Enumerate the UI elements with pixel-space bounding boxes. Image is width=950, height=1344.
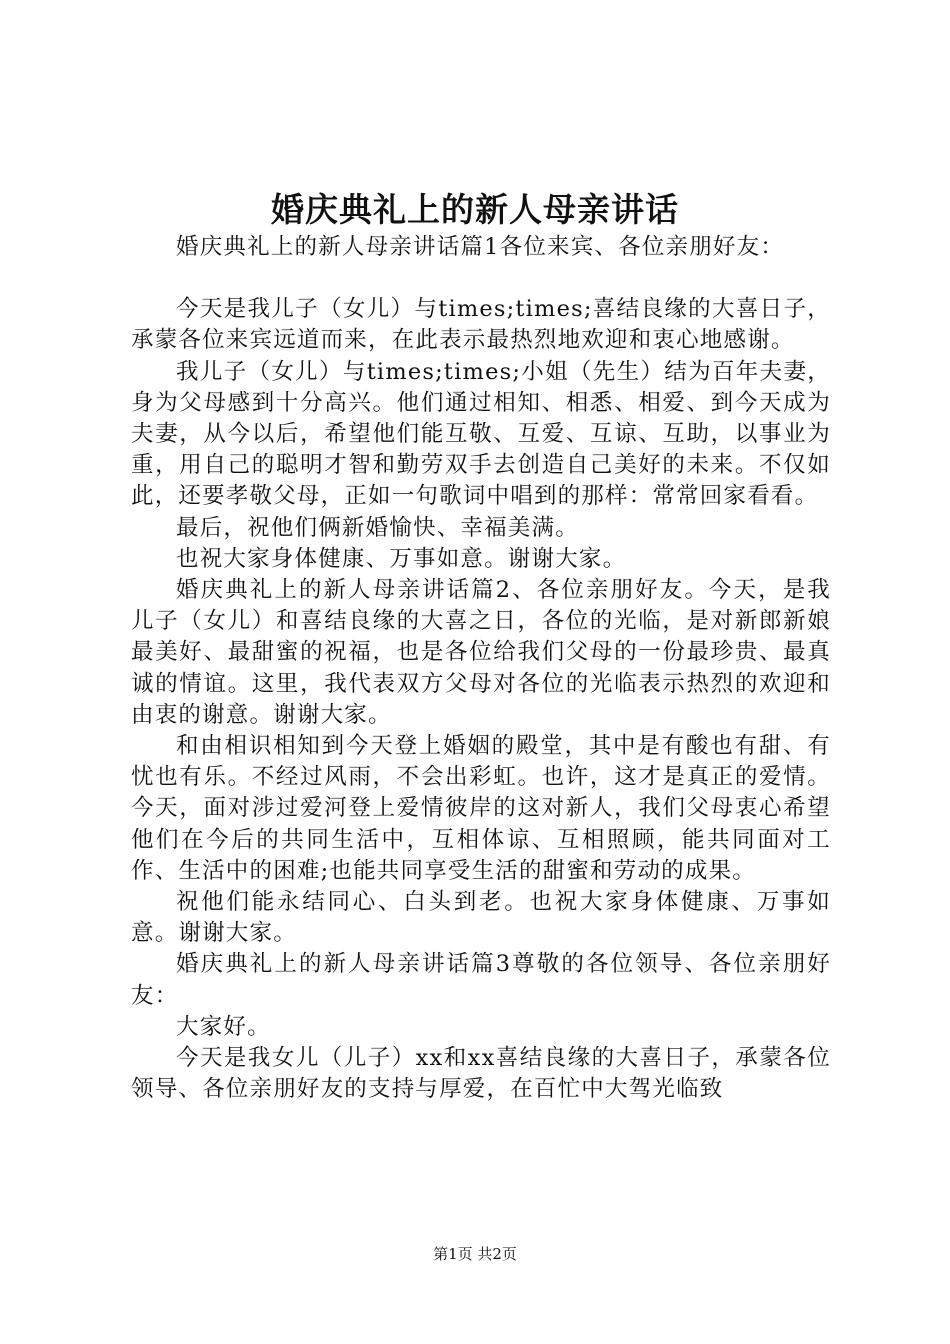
- paragraph: 婚庆典礼上的新人母亲讲话篇2、各位亲朋好友。今天，是我儿子（女儿）和喜结良缘的大喜之日，各位的光临，是对新郎新娘最美好、最甜蜜的祝福，也是各位给我们父母的一份最珍贵、最真诚的情谊。这里，我代表双方父母对各位的光临表示热烈的欢迎和由衷的谢意。谢谢大家。: [131, 577, 831, 728]
- page-footer: 第1页 共2页: [433, 1245, 517, 1263]
- paragraph: 我儿子（女儿）与times;times;小姐（先生）结为百年夫妻，身为父母感到十分高兴。他们通过相知、相悉、相爱、到今天成为夫妻，从今以后，希望他们能互敬、互爱、互谅、互助，以事业为重，用自己的聪明才智和勤劳双手去创造自己美好的未来。不仅如此，还要孝敬父母，正如一句歌词中唱到的那样：常常回家看看。: [131, 358, 831, 510]
- paragraph: 最后，祝他们俩新婚愉快、幸福美满。: [176, 514, 579, 541]
- paragraph: 今天是我儿子（女儿）与times;times;喜结良缘的大喜日子，承蒙各位来宾远道而来，在此表示最热烈地欢迎和衷心地感谢。: [131, 296, 831, 354]
- paragraph: 婚庆典礼上的新人母亲讲话篇3尊敬的各位领导、各位亲朋好友：: [131, 951, 831, 1009]
- paragraph: 也祝大家身体健康、万事如意。谢谢大家。: [176, 545, 627, 572]
- paragraph: 今天是我女儿（儿子）xx和xx喜结良缘的大喜日子，承蒙各位领导、各位亲朋好友的支持与厚爱，在百忙中大驾光临致: [131, 1045, 831, 1103]
- document-title: 婚庆典礼上的新人母亲讲话: [271, 190, 679, 229]
- paragraph: 祝他们能永结同心、白头到老。也祝大家身体健康、万事如意。谢谢大家。: [131, 889, 831, 947]
- paragraph: 和由相识相知到今天登上婚姻的殿堂，其中是有酸也有甜、有忧也有乐。不经过风雨，不会出彩虹。也许，这才是真正的爱情。今天，面对涉过爱河登上爱情彼岸的这对新人，我们父母衷心希望他们在今后的共同生活中，互相体谅、互相照顾，能共同面对工作、生活中的困难;也能共同享受生活的甜蜜和劳动的成果。: [131, 733, 831, 884]
- paragraph: 大家好。: [176, 1013, 271, 1040]
- document-body: [131, 232, 831, 1105]
- paragraph: 婚庆典礼上的新人母亲讲话篇1各位来宾、各位亲朋好友：: [176, 234, 785, 260]
